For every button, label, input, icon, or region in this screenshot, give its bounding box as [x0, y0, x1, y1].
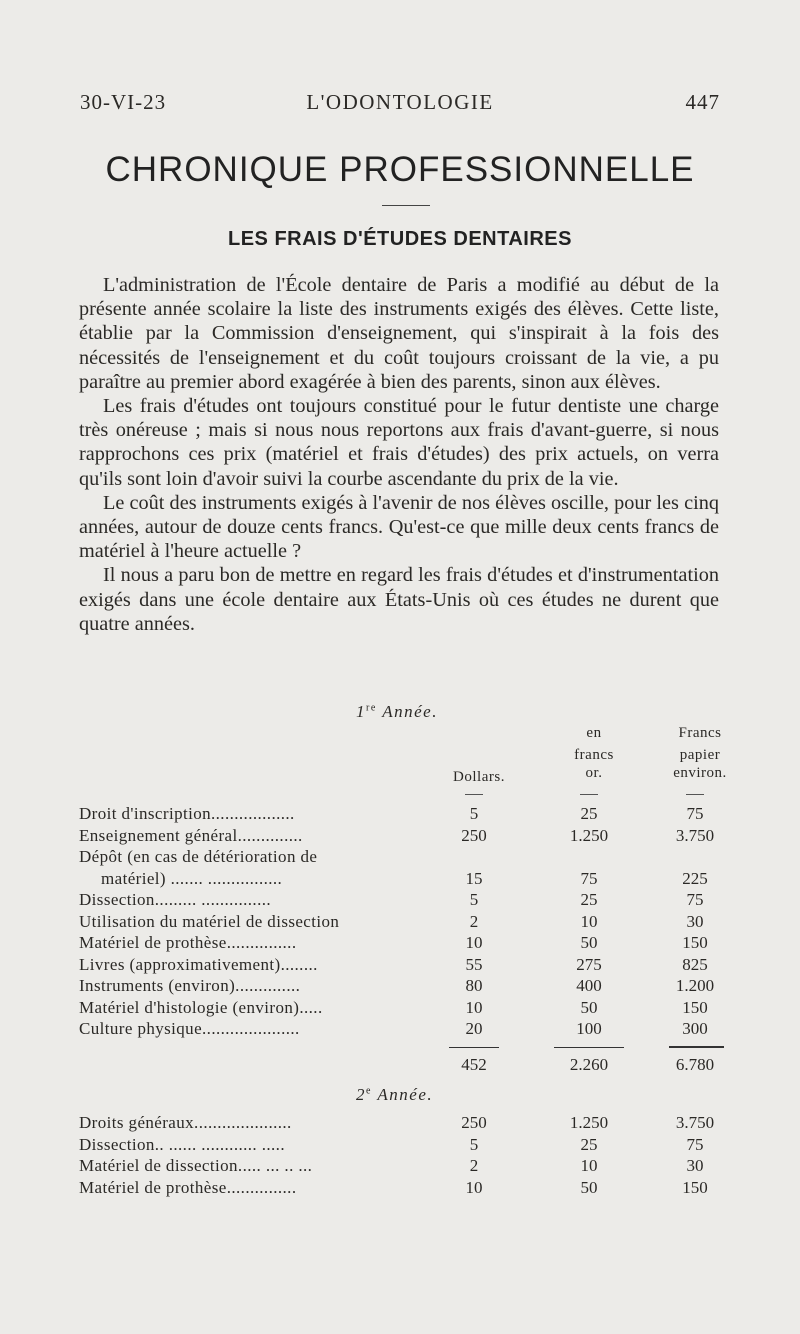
- total-francs-papier: 6.780: [675, 1055, 715, 1074]
- value-francs-papier: 150: [682, 933, 708, 952]
- article-body: [79, 273, 719, 636]
- row-label: Dépôt (en cas de détérioration de: [79, 847, 318, 866]
- column-dash: [580, 794, 598, 795]
- year-2-suffix: e: [366, 1085, 372, 1097]
- issue-date: 30-VI-23: [80, 90, 167, 114]
- value-francs-or: 50: [580, 997, 598, 1017]
- value-dollars: 10: [465, 1177, 483, 1197]
- table-row: [79, 976, 724, 998]
- year-1-number: 1: [356, 702, 366, 721]
- year-1-word: Année.: [382, 702, 438, 721]
- column-header-francs-or: en francs or.: [574, 725, 614, 781]
- running-header: [80, 90, 720, 120]
- table-row: [79, 1156, 724, 1178]
- value-dollars: 2: [469, 911, 479, 931]
- journal-name: L'ODONTOLOGIE: [306, 90, 494, 114]
- value-francs-papier: 30: [686, 911, 704, 931]
- value-dollars: 20: [465, 1019, 483, 1038]
- value-francs-or: 400: [576, 976, 602, 995]
- row-label: Instruments (environ)..............: [79, 976, 301, 995]
- table-row: [79, 1113, 724, 1135]
- section-title: CHRONIQUE PROFESSIONNELLE: [105, 150, 695, 189]
- paragraph: Il nous a paru bon de mettre en regard les frais d'études et d'instrumentation exigés dans une école dentaire aux États-Unis où ces études ne durent que quatre années.: [79, 564, 719, 635]
- table-row: [79, 1019, 724, 1041]
- total-rule: [669, 1046, 724, 1048]
- value-francs-or: 275: [576, 954, 602, 974]
- value-francs-or: 25: [580, 890, 598, 909]
- year-2-heading: [356, 1085, 433, 1105]
- value-francs-or: 1.250: [569, 825, 609, 845]
- value-dollars: 55: [465, 954, 483, 974]
- table-row: [79, 826, 724, 848]
- total-dollars: 452: [461, 1055, 487, 1074]
- table-row: [79, 847, 724, 869]
- row-label: Droit d'inscription..................: [79, 804, 295, 823]
- table-row: [79, 1178, 724, 1200]
- value-dollars: 250: [461, 1113, 487, 1132]
- value-francs-papier: 3.750: [675, 1113, 715, 1132]
- year-1-heading: [356, 702, 438, 722]
- total-rule: [554, 1047, 624, 1048]
- value-francs-or: 25: [580, 804, 598, 823]
- table-row: [79, 955, 724, 977]
- paragraph: Le coût des instruments exigés à l'avenir de nos élèves oscille, pour les cinq années, autour de douze cents francs. Qu'est-ce que mille deux cents francs de matériel à l'heure actuelle ?: [79, 491, 719, 563]
- value-dollars: 10: [465, 997, 483, 1017]
- table-row: [79, 890, 724, 912]
- row-label: Culture physique.....................: [79, 1019, 300, 1038]
- table-row: [79, 933, 724, 955]
- article-title: LES FRAIS D'ÉTUDES DENTAIRES: [228, 228, 572, 250]
- row-label: Droits généraux.....................: [79, 1113, 292, 1132]
- total-francs-or: 2.260: [569, 1055, 609, 1074]
- value-francs-or: 25: [580, 1134, 598, 1154]
- value-francs-papier: 75: [686, 804, 704, 823]
- value-dollars: 80: [465, 976, 483, 995]
- table-row: [79, 1135, 724, 1157]
- value-francs-or: 75: [580, 868, 598, 888]
- row-label: Matériel de dissection..... ... .. ...: [79, 1156, 313, 1175]
- row-label: Matériel de prothèse...............: [79, 1177, 297, 1197]
- value-dollars: 5: [469, 804, 479, 823]
- value-dollars: 10: [465, 933, 483, 952]
- value-francs-or: 1.250: [569, 1113, 609, 1132]
- table-row: [79, 912, 724, 934]
- year-2-number: 2: [356, 1085, 366, 1104]
- column-dash: [686, 794, 704, 795]
- paragraph: L'administration de l'École dentaire de Paris a modifié au début de la présente année scolaire la liste des instruments exigés des élèves. Cette liste, établie par la Commission d'enseignement, qui s'inspirait à la fois des nécessités de l'enseignement et du coût toujours croissant de la vie, a pu paraître au premier abord exagérée à bien des parents, sinon aux élèves.: [79, 274, 719, 393]
- value-francs-or: 50: [580, 933, 598, 952]
- year-1-suffix: re: [366, 702, 377, 714]
- row-label: Dissection......... ...............: [79, 890, 272, 909]
- title-divider: [382, 205, 430, 206]
- value-francs-papier: 150: [682, 997, 708, 1017]
- value-francs-papier: 150: [682, 1177, 708, 1197]
- row-label: Dissection.. ...... ............ .....: [79, 1134, 285, 1154]
- row-label: Matériel d'histologie (environ).....: [79, 997, 323, 1017]
- value-francs-or: 100: [576, 1019, 602, 1038]
- table-row: [79, 869, 724, 891]
- value-francs-papier: 75: [686, 890, 704, 909]
- value-francs-or: 10: [580, 1156, 598, 1175]
- column-header-dollars: Dollars.: [453, 769, 505, 785]
- value-francs-papier: 1.200: [675, 976, 715, 995]
- row-label: Utilisation du matériel de dissection: [79, 911, 340, 931]
- table-row: [79, 998, 724, 1020]
- value-francs-or: 50: [580, 1177, 598, 1197]
- row-label: Enseignement général..............: [79, 825, 303, 845]
- row-label: Livres (approximativement)........: [79, 954, 318, 974]
- value-francs-papier: 825: [682, 954, 708, 974]
- year-2-word: Année.: [377, 1085, 434, 1104]
- row-label: Matériel de prothèse...............: [79, 933, 297, 952]
- value-dollars: 250: [461, 825, 487, 845]
- value-francs-papier: 30: [686, 1156, 704, 1175]
- page-number: 447: [685, 90, 720, 114]
- value-francs-or: 10: [580, 911, 598, 931]
- value-dollars: 5: [469, 890, 479, 909]
- column-dash: [465, 794, 483, 795]
- value-dollars: 2: [469, 1156, 479, 1175]
- value-francs-papier: 3.750: [675, 825, 715, 845]
- total-rule: [449, 1047, 499, 1048]
- year-1-total-row: [79, 1055, 724, 1077]
- value-dollars: 15: [465, 868, 483, 888]
- table-row: [79, 804, 724, 826]
- value-francs-papier: 225: [682, 868, 708, 888]
- value-francs-papier: 300: [682, 1019, 708, 1038]
- column-header-francs-papier: Francs papier environ.: [673, 725, 727, 781]
- row-label: matériel) ....... ................: [101, 868, 283, 888]
- paragraph: Les frais d'études ont toujours constitué pour le futur dentiste une charge très onéreuse ; mais si nous nous reportons aux frais d'avant-guerre, si nous rapprochons ces prix (matériel et frais d'études) des prix actuels, on verra qu'ils sont loin d'avoir suivi la courbe ascendante du prix de la vie.: [79, 395, 719, 490]
- value-francs-papier: 75: [686, 1134, 704, 1154]
- value-dollars: 5: [469, 1134, 479, 1154]
